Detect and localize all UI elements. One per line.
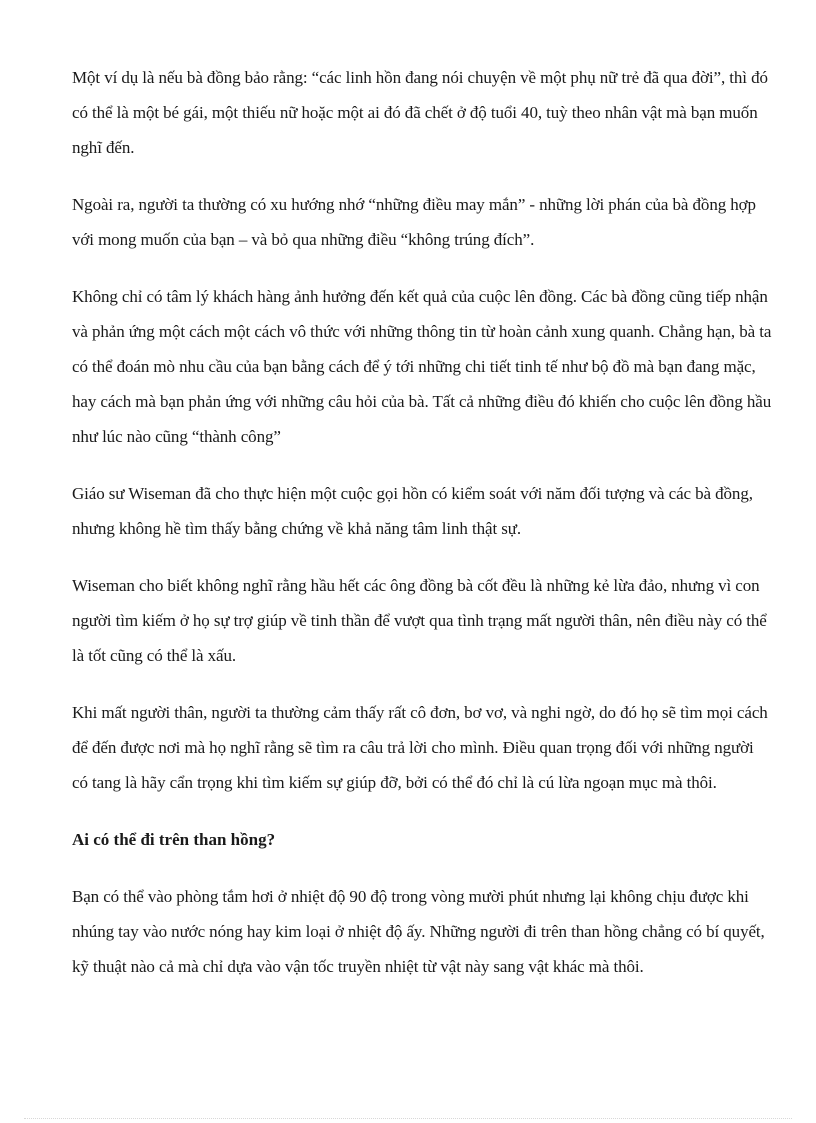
paragraph-fire-walking: Bạn có thể vào phòng tắm hơi ở nhiệt độ 90 độ trong vòng mười phút nhưng lại không chịu được khi nhúng tay vào nước nóng hay kim loại ở nhiệt độ ấy. Những người đi trên than hồng chẳng có bí quyết, kỹ thuật nào cả mà chỉ dựa vào vận tốc truyền nhiệt từ vật này sang vật khác mà thôi. — [72, 887, 765, 976]
document-page — [72, 60, 772, 1006]
paragraph-medium-example: Một ví dụ là nếu bà đồng bảo rằng: “các linh hồn đang nói chuyện về một phụ nữ trẻ đã qua đời”, thì đó có thể là một bé gái, một thiếu nữ hoặc một ai đó đã chết ở độ tuổi 40, tuỳ theo nhân vật mà bạn muốn nghĩ đến. — [72, 68, 768, 157]
paragraph-lucky-memory: Ngoài ra, người ta thường có xu hướng nhớ “những điều may mắn” - những lời phán của bà đồng hợp với mong muốn của bạn – và bỏ qua những điều “không trúng đích”. — [72, 195, 756, 249]
section-heading: Ai có thể đi trên than hồng? — [72, 830, 276, 849]
paragraph-wiseman-opinion: Wiseman cho biết không nghĩ rằng hầu hết các ông đồng bà cốt đều là những kẻ lừa đảo, nhưng vì con người tìm kiếm ở họ sự trợ giúp về tinh thần để vượt qua tình trạng mất người thân, nên điều này có thể là tốt cũng có thể là xấu. — [72, 576, 767, 665]
paragraph-wiseman-experiment: Giáo sư Wiseman đã cho thực hiện một cuộc gọi hồn có kiểm soát với năm đối tượng và các bà đồng, nhưng không hề tìm thấy bằng chứng về khả năng tâm linh thật sự. — [72, 484, 753, 538]
page-bottom-divider — [24, 1118, 792, 1119]
paragraph-cold-reading: Không chỉ có tâm lý khách hàng ảnh hưởng đến kết quả của cuộc lên đồng. Các bà đồng cũng tiếp nhận và phản ứng một cách một cách vô thức với những thông tin từ hoàn cảnh xung quanh. Chẳng hạn, bà ta có thể đoán mò nhu cầu của bạn bằng cách để ý tới những chi tiết tinh tế như bộ đồ mà bạn đang mặc, hay cách mà bạn phản ứng với những câu hỏi của bà. Tất cả những điều đó khiến cho cuộc lên đồng hầu như lúc nào cũng “thành công” — [72, 287, 772, 446]
paragraph-bereavement: Khi mất người thân, người ta thường cảm thấy rất cô đơn, bơ vơ, và nghi ngờ, do đó họ sẽ tìm mọi cách để đến được nơi mà họ nghĩ rằng sẽ tìm ra câu trả lời cho mình. Điều quan trọng đối với những người có tang là hãy cẩn trọng khi tìm kiếm sự giúp đỡ, bởi có thể đó chỉ là cú lừa ngoạn mục mà thôi. — [72, 703, 768, 792]
